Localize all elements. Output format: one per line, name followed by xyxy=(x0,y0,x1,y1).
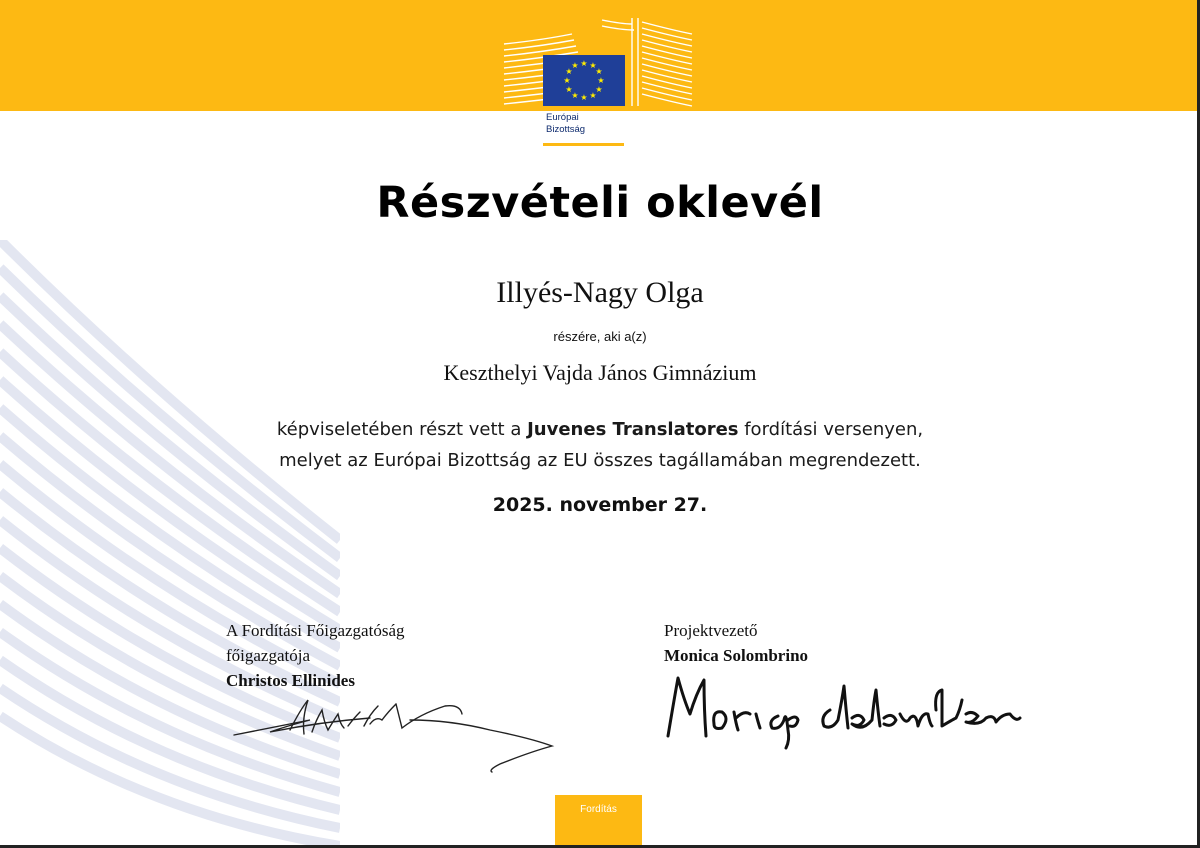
certificate-body xyxy=(0,414,1200,476)
body-line-1 xyxy=(0,414,1200,445)
competition-name: Juvenes Translatores xyxy=(527,419,739,440)
svg-text:★: ★ xyxy=(589,61,597,70)
signer-title-line1: A Fordítási Főigazgatóság xyxy=(226,621,405,640)
certificate-date: 2025. november 27. xyxy=(492,494,708,516)
svg-text:★: ★ xyxy=(571,61,579,70)
handwritten-signature-left xyxy=(230,690,560,775)
svg-text:★: ★ xyxy=(597,76,605,85)
body-line-2: melyet az Európai Bizottság az EU összes tagállamában megrendezett. xyxy=(279,450,921,471)
school-name: Keszthelyi Vajda János Gimnázium xyxy=(443,360,757,385)
logo-text-bizottsag: Bizottság xyxy=(546,124,586,135)
recipient-name: Illyés-Nagy Olga xyxy=(496,276,704,309)
svg-text:★: ★ xyxy=(595,85,603,94)
body-text-part2: fordítási versenyen, xyxy=(738,419,924,440)
recipient-for-text: részére, aki a(z) xyxy=(553,329,647,344)
logo-underline xyxy=(543,143,624,146)
body-text-part1: képviseletében részt vett a xyxy=(276,419,528,440)
signature-block-right xyxy=(664,618,808,668)
footer-translation-badge: Fordítás xyxy=(555,795,642,848)
svg-text:★: ★ xyxy=(589,91,597,100)
svg-text:★: ★ xyxy=(595,67,603,76)
handwritten-signature-right xyxy=(660,670,1030,755)
svg-text:★: ★ xyxy=(580,59,588,68)
svg-text:★: ★ xyxy=(571,91,579,100)
signer-name-right: Monica Solombrino xyxy=(664,646,809,665)
signer-name-left: Christos Ellinides xyxy=(226,671,355,690)
svg-text:★: ★ xyxy=(565,67,573,76)
signer-role-right: Projektvezető xyxy=(664,621,758,640)
signature-block-left xyxy=(226,618,404,693)
logo-text-europai: Európai xyxy=(546,112,579,123)
svg-text:★: ★ xyxy=(580,93,588,102)
signer-title-line2: főigazgatója xyxy=(226,646,311,665)
svg-text:★: ★ xyxy=(563,76,571,85)
svg-text:★: ★ xyxy=(565,85,573,94)
certificate-title: Részvételi oklevél xyxy=(376,178,824,228)
